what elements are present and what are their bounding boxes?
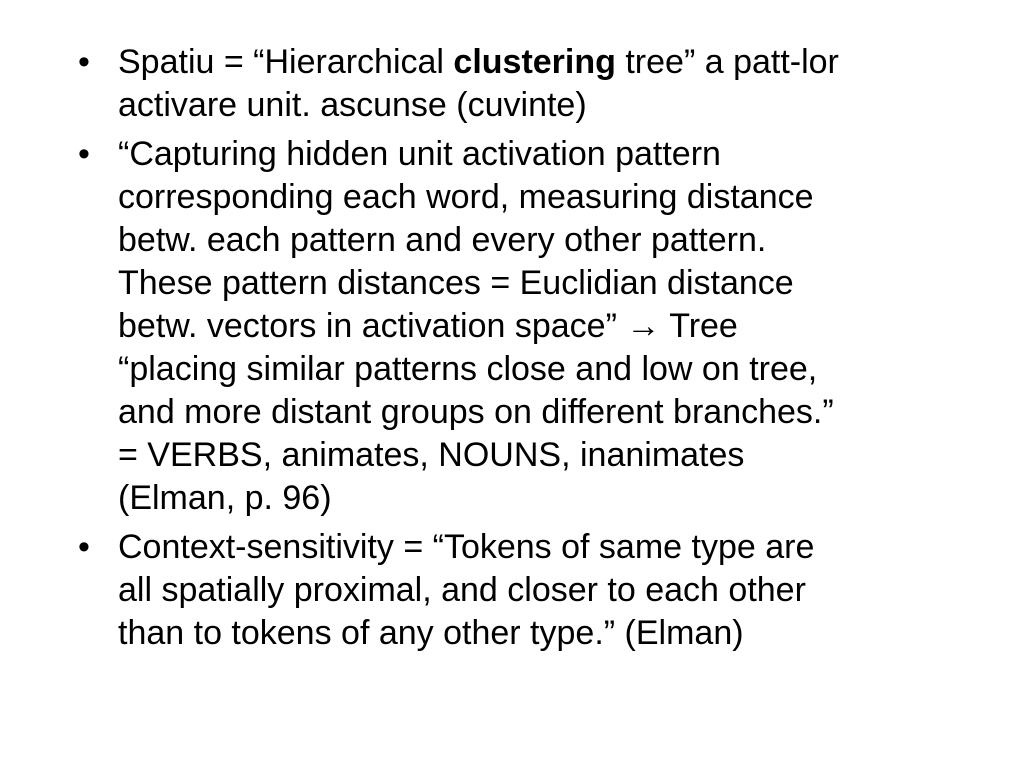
bullet-item-1 <box>78 41 998 127</box>
bullet-2-line-3: betw. each pattern and every other pattern. <box>118 221 767 259</box>
bullet-2-line-6: “placing similar patterns close and low on tree, <box>118 350 818 388</box>
bullet-2-line-4: These pattern distances = Euclidian distance <box>118 264 794 302</box>
bullet-3-line-1: Context-sensitivity = “Tokens of same type are <box>118 528 815 566</box>
bullet-3-line-3: than to tokens of any other type.” (Elman) <box>118 614 744 652</box>
bullet-1-bold-term: clustering <box>453 43 616 81</box>
bullet-item-2 <box>78 133 998 520</box>
bullet-2-line-9: (Elman, p. 96) <box>118 479 332 517</box>
bullet-3-line-2: all spatially proximal, and closer to each other <box>118 571 806 609</box>
bullet-2-line-2: corresponding each word, measuring distance <box>118 178 814 216</box>
bullet-item-3 <box>78 526 998 655</box>
bullet-1-line-1-pre: Spatiu = “Hierarchical <box>118 43 454 81</box>
bullet-1-line-1-post: tree” a patt-lor <box>615 43 839 81</box>
bullet-dot-icon: • <box>78 135 90 173</box>
bullet-dot-icon: • <box>78 43 90 81</box>
bullet-1-line-1 <box>118 41 998 84</box>
bullet-1-line-2: activare unit. ascunse (cuvinte) <box>118 86 587 124</box>
bullet-2-line-1: “Capturing hidden unit activation pattern <box>118 135 721 173</box>
bullet-2-line-5: betw. vectors in activation space” → Tree <box>118 307 738 345</box>
bullet-2-line-8: = VERBS, animates, NOUNS, inanimates <box>118 436 745 474</box>
bullet-list <box>78 41 998 661</box>
bullet-dot-icon: • <box>78 528 90 566</box>
bullet-2-line-7: and more distant groups on different branches.” <box>118 393 834 431</box>
